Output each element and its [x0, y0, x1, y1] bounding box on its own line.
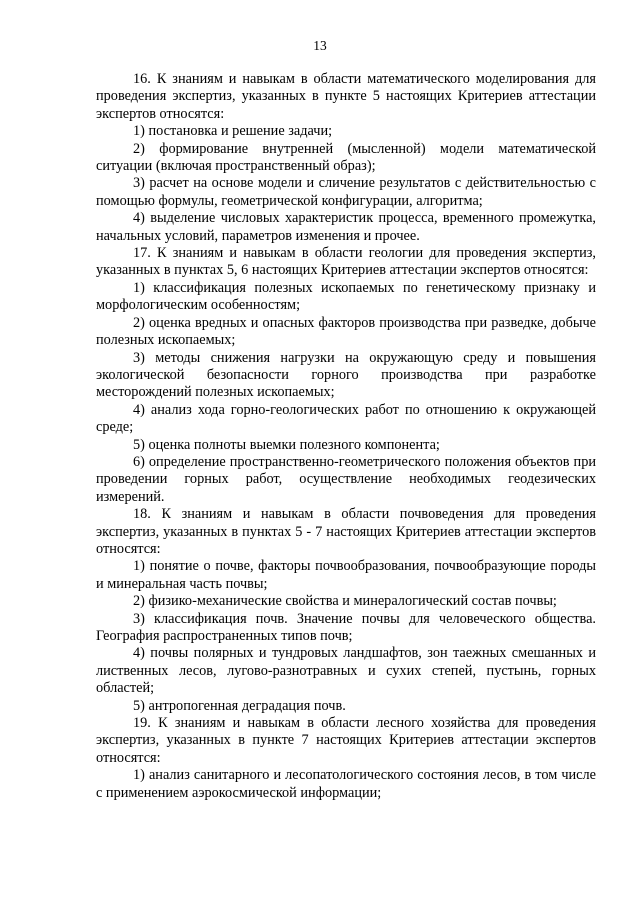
paragraph-16-item-2: 2) формирование внутренней (мысленной) модели математической ситуации (включая пространственный образ);	[96, 140, 596, 175]
paragraph-17-item-4: 4) анализ хода горно-геологических работ по отношению к окружающей среде;	[96, 401, 596, 436]
paragraph-17-item-2: 2) оценка вредных и опасных факторов производства при разведке, добыче полезных ископаемых;	[96, 314, 596, 349]
paragraph-16-item-1: 1) постановка и решение задачи;	[133, 123, 333, 140]
paragraph-19-intro: 19. К знаниям и навыкам в области лесного хозяйства для проведения экспертиз, указанных в пункте 7 настоящих Критериев аттестации экспертов относятся:	[96, 715, 596, 766]
paragraph-18-item-4: 4) почвы полярных и тундровых ландшафтов, зон таежных смешанных и лиственных лесов, лугово-разнотравных и сухих степей, пустынь, горных областей;	[96, 645, 596, 697]
paragraph-18-intro: 18. К знаниям и навыкам в области почвоведения для проведения экспертиз, указанных в пунктах 5 - 7 настоящих Критериев аттестации экспертов относятся:	[96, 506, 596, 557]
paragraph-17-item-5: 5) оценка полноты выемки полезного компонента;	[133, 436, 440, 453]
paragraph-17-item-1: 1) классификация полезных ископаемых по генетическому признаку и морфологическим особенностям;	[96, 279, 596, 314]
paragraph-18-item-5: 5) антропогенная деградация почв.	[133, 697, 346, 714]
page-number: 13	[313, 38, 327, 53]
paragraph-17-item-3: 3) методы снижения нагрузки на окружающую среду и повышения экологической безопасности горного производства при разработке месторождений полезных ископаемых;	[96, 349, 596, 401]
paragraph-16-intro: 16. К знаниям и навыкам в области математического моделирования для проведения экспертиз, указанных в пункте 5 настоящих Критериев аттестации экспертов относятся:	[96, 71, 596, 122]
paragraph-19-item-1: 1) анализ санитарного и лесопатологического состояния лесов, в том числе с применением аэрокосмической информации;	[96, 767, 596, 801]
paragraph-17-item-6: 6) определение пространственно-геометрического положения объектов при проведении горных работ, осуществление необходимых геодезических измерений.	[96, 453, 596, 505]
paragraph-18-item-1: 1) понятие о почве, факторы почвообразования, почвообразующие породы и минеральная часть почвы;	[96, 558, 596, 592]
paragraph-17-intro: 17. К знаниям и навыкам в области геологии для проведения экспертиз, указанных в пунктах 5, 6 настоящих Критериев аттестации экспертов относятся:	[96, 245, 596, 279]
document-body	[96, 71, 596, 802]
paragraph-18-item-3: 3) классификация почв. Значение почвы для человеческого общества. География распространенных типов почв;	[96, 610, 596, 644]
paragraph-16-item-4: 4) выделение числовых характеристик процесса, временного промежутка, начальных условий, параметров изменения и прочее.	[96, 210, 596, 244]
paragraph-18-item-2: 2) физико-механические свойства и минералогический состав почвы;	[133, 593, 557, 610]
paragraph-16-item-3: 3) расчет на основе модели и сличение результатов с действительностью с помощью формулы, геометрической конфигурации, алгоритма;	[96, 175, 596, 209]
